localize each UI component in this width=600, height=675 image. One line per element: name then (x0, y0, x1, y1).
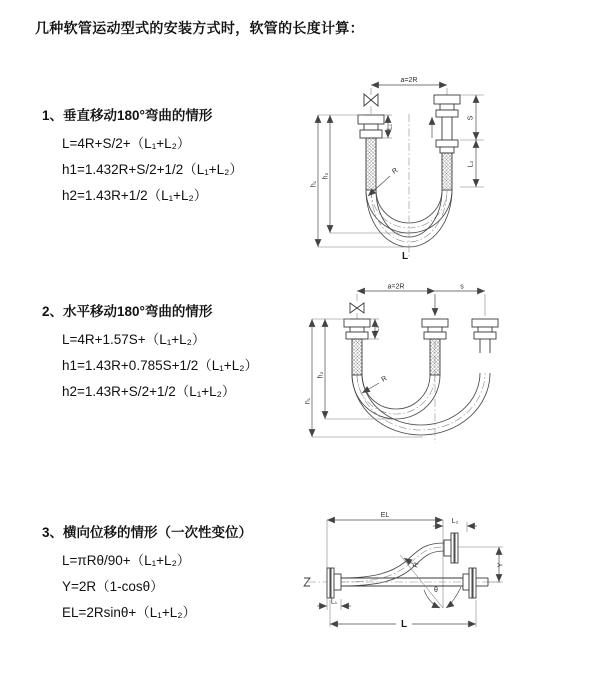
dim-label-l1: L₁ (386, 123, 394, 131)
dim-label-r: R (412, 561, 421, 569)
dim-label-l1: L₁ (373, 325, 381, 333)
dim-label-l1: L₁ (330, 598, 338, 606)
page-title: 几种软管运动型式的安装方式时，软管的长度计算： (35, 20, 364, 36)
section-1-heading: 1、垂直移动180°弯曲的情形 (42, 108, 213, 123)
section-2-formulas (42, 327, 258, 405)
formula-line: h2=1.43R+S/2+1/2（L₁+L₂） (62, 384, 236, 399)
dim-label-el: EL (380, 512, 390, 519)
section-3-heading: 3、横向位移的情形（一次性变位） (42, 525, 253, 540)
diagram-vertical-180-bend (310, 72, 590, 262)
formula-line: L=πRθ/90+（L₁+L₂） (62, 553, 191, 568)
formula-line: Y=2R（1-cosθ） (62, 579, 164, 594)
section-vertical-movement (42, 104, 243, 209)
dim-label-h2: h₂ (317, 371, 325, 379)
section-1-formulas (42, 131, 243, 209)
dim-label-h2: h₂ (322, 172, 330, 180)
dim-label-l2: L₂ (467, 160, 475, 168)
formula-line: h1=1.432R+S/2+1/2（L₁+L₂） (62, 162, 243, 177)
dim-label-h1: h₁ (305, 397, 312, 405)
formula-line: h1=1.43R+0.785S+1/2（L₁+L₂） (62, 358, 258, 373)
hose-s-curve (341, 543, 444, 586)
dim-label-s: s (460, 283, 464, 291)
left-hose-end-fitting (344, 319, 370, 375)
formula-line: L=4R+1.57S+（L₁+L₂） (62, 332, 206, 347)
diagram-lateral-displacement (300, 508, 595, 650)
section-horizontal-movement (42, 300, 258, 405)
dim-label-l: L (401, 251, 409, 262)
dim-label-s: S (467, 115, 475, 121)
right-flange (463, 568, 488, 598)
radius-callout (362, 375, 388, 393)
left-hose-end-fitting (358, 115, 384, 190)
hose-u-bends (352, 341, 490, 443)
dim-label-a2r: a=2R (387, 283, 405, 291)
valve-icon (350, 303, 364, 319)
dimension-s-l2 (460, 95, 484, 187)
dim-label-r: R (380, 375, 389, 384)
section-lateral-displacement (42, 521, 252, 626)
section-2-heading: 2、水平移动180°弯曲的情形 (42, 304, 213, 319)
dimension-a2r-s (357, 284, 485, 317)
diagram-horizontal-180-bend (305, 283, 595, 461)
formula-line: h2=1.43R+1/2（L₁+L₂） (62, 188, 208, 203)
dimension-l (330, 600, 476, 630)
dim-label-a2r: a=2R (400, 77, 418, 84)
right-hose-end-fitting (432, 95, 460, 190)
formula-line: L=4R+S/2+（L₁+L₂） (62, 136, 191, 151)
section-3-formulas (42, 548, 252, 626)
left-flange (327, 568, 341, 598)
dimension-l1 (317, 599, 351, 611)
dim-label-h1: h₁ (310, 180, 318, 188)
dim-label-y: Y (497, 562, 505, 568)
angle-label-theta: θ (434, 587, 438, 594)
upper-flange (444, 533, 458, 563)
formula-line: EL=2Rsinθ+（L₁+L₂） (62, 605, 196, 620)
moved-hose-end-fitting (472, 319, 498, 353)
dim-label-l: L (400, 619, 408, 630)
valve-icon (364, 94, 378, 114)
dim-label-r: R (391, 167, 400, 176)
dim-label-l2: L₂ (451, 518, 459, 525)
